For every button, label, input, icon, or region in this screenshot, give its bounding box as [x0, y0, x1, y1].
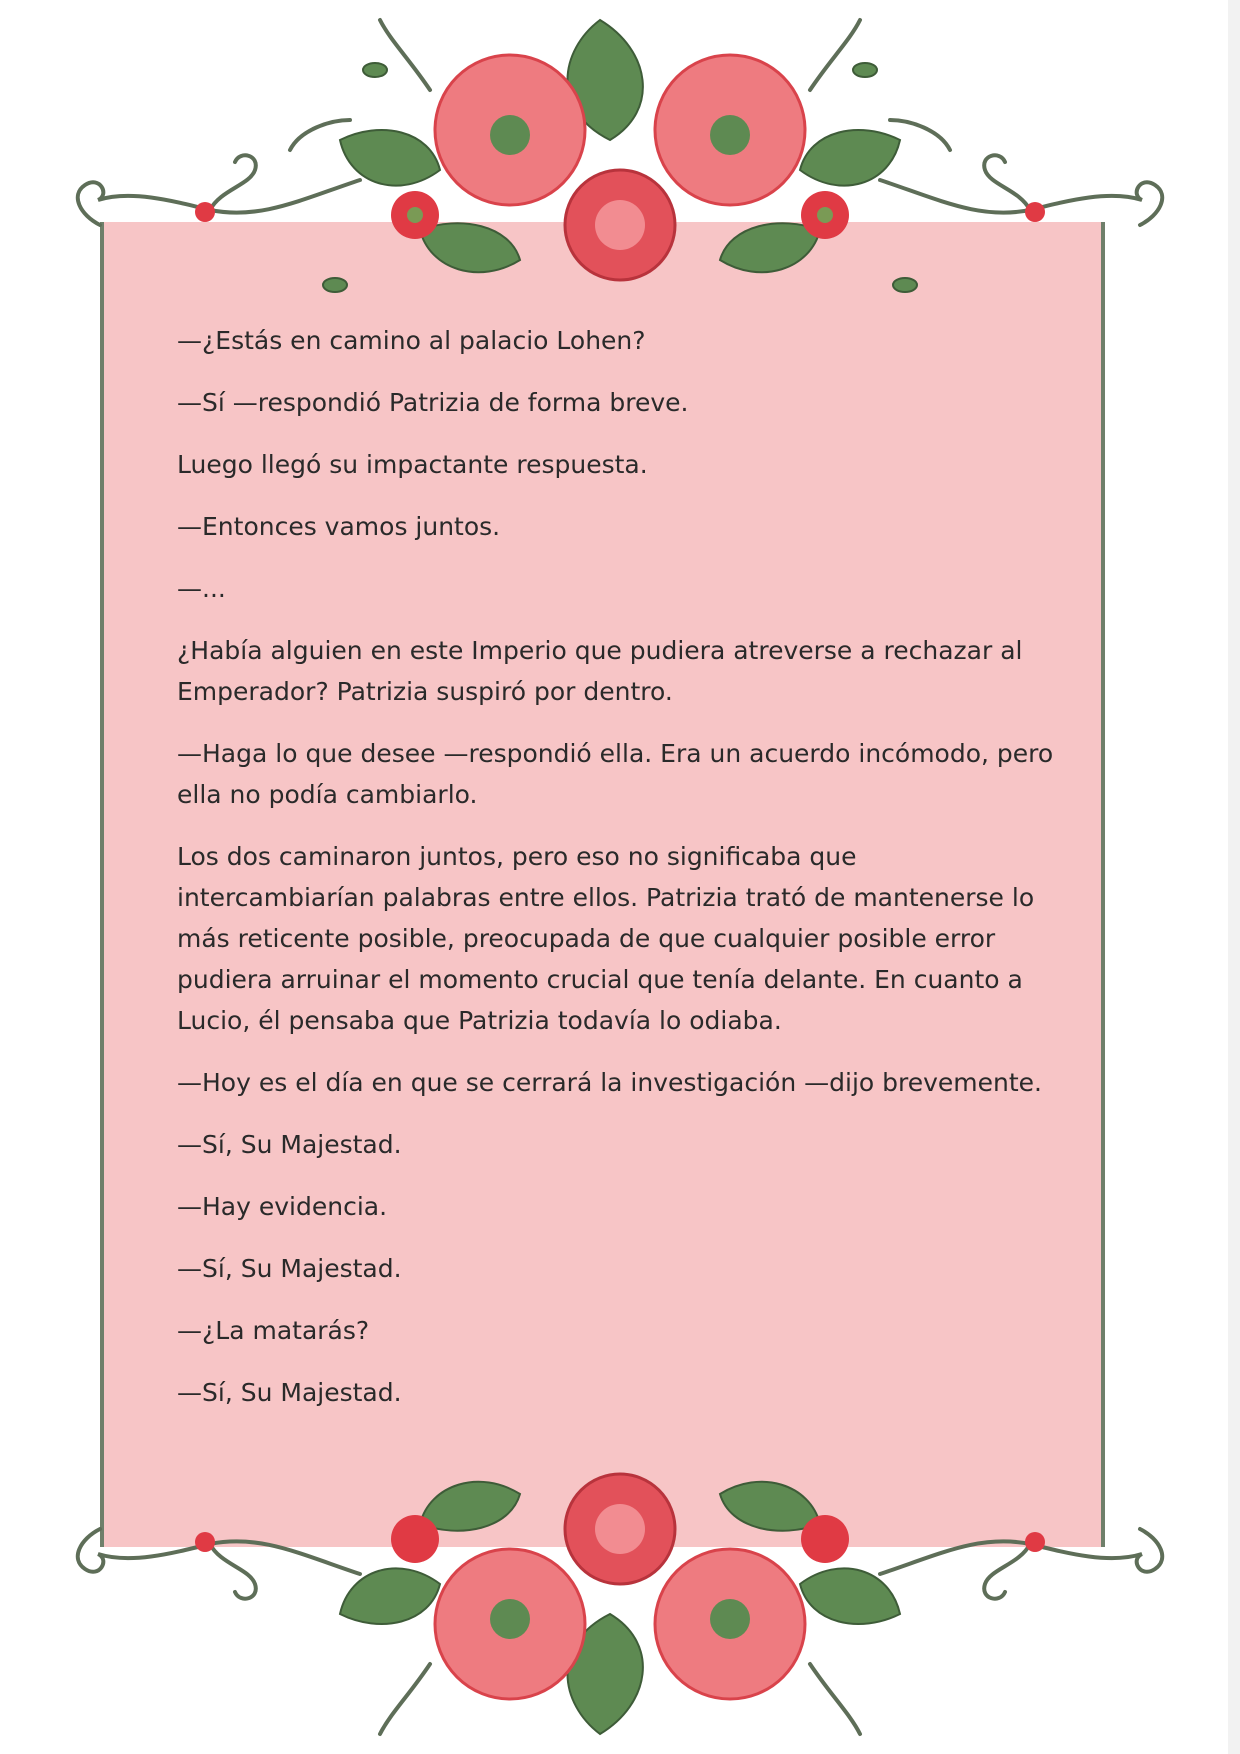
leaf [340, 130, 440, 186]
leaf [363, 63, 387, 77]
paragraph: Los dos caminaron juntos, pero eso no significaba que intercambiarían palabras entre ellos. Patrizia trató de mantenerse lo más reticente posible, preocupada de que cualquier posible error pudiera arruinar el momento crucial que tenía delante. En cuanto a Lucio, él pensaba que Patrizia todavía lo odiaba. [177, 842, 1035, 1035]
paragraph: —¿La matarás? [177, 1316, 370, 1345]
paragraph: —Haga lo que desee —respondió ella. Era un acuerdo incómodo, pero ella no podía cambiarlo. [177, 739, 1054, 809]
leaf [420, 223, 520, 272]
right-curl [984, 155, 1030, 210]
floral-border-top [0, 0, 1240, 340]
left-vine [78, 180, 360, 225]
small-flower-right-center [817, 207, 833, 223]
left-vine [78, 1529, 360, 1574]
leaf [420, 1482, 520, 1531]
big-flower-left-center [490, 1599, 530, 1639]
stem-right [810, 1664, 860, 1734]
paragraph: ¿Había alguien en este Imperio que pudiera atreverse a rechazar al Emperador? Patrizia suspiró por dentro. [177, 636, 1023, 706]
stem-left [380, 1664, 430, 1734]
big-flower-left-center [490, 115, 530, 155]
paragraph: —Sí, Su Majestad. [177, 1130, 402, 1159]
top-stem-right [810, 20, 860, 90]
leaf [800, 1568, 900, 1624]
small-flower-left [391, 1515, 439, 1563]
paragraph: —... [177, 574, 226, 603]
floral-border-bottom [0, 1414, 1240, 1754]
paragraph: —Hoy es el día en que se cerrará la investigación —dijo brevemente. [177, 1068, 1043, 1097]
leaf [800, 130, 900, 186]
left-curl [210, 1544, 256, 1599]
right-vine [880, 1529, 1162, 1574]
right-curl [984, 1544, 1030, 1599]
rose-inner [595, 1504, 645, 1554]
small-flower-right [801, 1515, 849, 1563]
big-flower-right-center [710, 115, 750, 155]
leaf [893, 278, 917, 292]
leaf [853, 63, 877, 77]
story-text [177, 320, 1057, 1434]
leaf [720, 223, 820, 272]
rose-inner [595, 200, 645, 250]
bud-left [195, 1532, 215, 1552]
bud-right [1025, 1532, 1045, 1552]
bud-left [195, 202, 215, 222]
leaf [340, 1568, 440, 1624]
paragraph: Luego llegó su impactante respuesta. [177, 450, 648, 479]
left-curl [210, 155, 256, 210]
paragraph: —Sí, Su Majestad. [177, 1378, 402, 1407]
big-flower-right-center [710, 1599, 750, 1639]
leaf [323, 278, 347, 292]
leaf [720, 1482, 820, 1531]
small-flower-left-center [407, 207, 423, 223]
paragraph: —Hay evidencia. [177, 1192, 388, 1221]
paragraph: —Entonces vamos juntos. [177, 512, 501, 541]
right-vine [880, 180, 1162, 225]
paragraph: —Sí —respondió Patrizia de forma breve. [177, 388, 689, 417]
paragraph: —¿Estás en camino al palacio Lohen? [177, 326, 646, 355]
paragraph: —Sí, Su Majestad. [177, 1254, 402, 1283]
bud-right [1025, 202, 1045, 222]
top-stem-left [380, 20, 430, 90]
